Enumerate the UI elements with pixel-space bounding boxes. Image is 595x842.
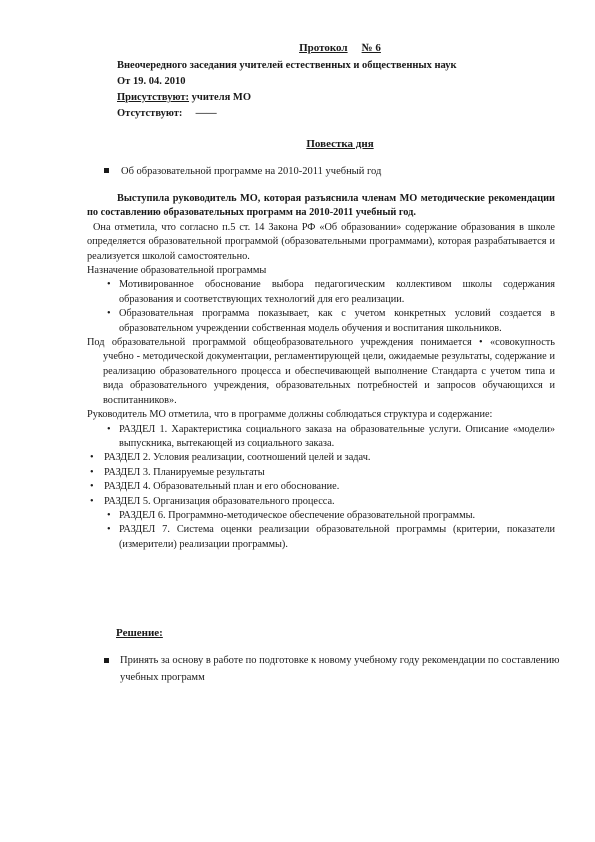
- round-bullet-icon: •: [107, 509, 111, 521]
- section-item-text: РАЗДЕЛ 2. Условия реализации, соотношений целей и задач.: [104, 452, 371, 464]
- absent-label: Отсутствуют:: [117, 108, 183, 119]
- purpose-item-text: Образовательная программа показывает, как с учетом конкретных условий создается в образовательном учреждении собственная модель обучения и воспитания школьников.: [119, 308, 555, 334]
- square-bullet-icon: [104, 168, 109, 173]
- section-item-text: РАЗДЕЛ 6. Программно-методическое обеспечение образовательной программы.: [119, 509, 476, 521]
- section-list-first: [87, 423, 555, 452]
- list-item: [87, 423, 555, 452]
- protocol-number: № 6: [361, 42, 381, 54]
- list-item: [87, 451, 555, 465]
- round-bullet-icon: •: [90, 466, 94, 478]
- list-item: [87, 509, 555, 523]
- purpose-list: [87, 278, 555, 336]
- list-item: [87, 307, 555, 336]
- section-item-text: РАЗДЕЛ 3. Планируемые результаты: [104, 466, 265, 478]
- paragraph-definition: Под образовательной программой общеобразовательного учреждения понимается • «совокупность учебно - методической документации, регламентирующей цели, ожидаемые результаты, содержание и реализацию образовательного процесса и обеспечивающей выполнение Стандарта с учетом типа и вида образовательного учреждения, образовательных потребностей и запросов обучающихся и воспитанников».: [87, 337, 555, 406]
- round-bullet-icon: •: [90, 452, 94, 464]
- agenda-item: [104, 166, 381, 177]
- list-item: [87, 523, 555, 552]
- list-item: [87, 480, 555, 494]
- present-line: [117, 92, 251, 103]
- agenda-title: Повестка дня: [306, 138, 374, 150]
- paragraph-speaker: Выступила руководитель МО, которая разъяснила членам МО методические рекомендации по составлению образовательных программ на 2010-2011 учебный год.: [87, 193, 555, 219]
- meeting-date: От 19. 04. 2010: [117, 76, 186, 87]
- absent-line: [117, 108, 217, 119]
- present-label: Присутствуют:: [117, 92, 190, 103]
- list-item: [87, 495, 555, 509]
- square-bullet-icon: [104, 658, 109, 663]
- round-bullet-icon: •: [90, 495, 94, 507]
- purpose-item-text: Мотивированное обоснование выбора педагогическим коллективом школы содержания образования и соответствующих технологий для его реализации.: [119, 279, 555, 305]
- document-body: [87, 192, 555, 552]
- list-item: [87, 466, 555, 480]
- protocol-title-word: Протокол: [299, 42, 348, 54]
- paragraph-purpose-heading: Назначение образовательной программы: [87, 265, 267, 277]
- section-list-last: [87, 509, 555, 552]
- section-item-text: РАЗДЕЛ 5. Организация образовательного процесса.: [104, 495, 335, 507]
- list-item: [87, 278, 555, 307]
- protocol-title: [0, 42, 595, 54]
- section-item-text: РАЗДЕЛ 7. Система оценки реализации образовательной программы (критерии, показатели (измерители) реализации программы).: [119, 524, 555, 550]
- decision-item: [104, 652, 564, 686]
- section-item-text: РАЗДЕЛ 1. Характеристика социального заказа на образовательные услуги. Описание «модели» выпускника, вытекающей из социального заказа.: [119, 423, 555, 449]
- round-bullet-icon: •: [90, 481, 94, 493]
- round-bullet-icon: •: [107, 423, 111, 435]
- round-bullet-icon: •: [107, 524, 111, 536]
- round-bullet-icon: •: [107, 279, 111, 291]
- round-bullet-icon: •: [107, 308, 111, 320]
- decision-title: Решение:: [116, 627, 163, 639]
- meeting-description: Внеочередного заседания учителей естественных и общественных наук: [117, 60, 457, 71]
- agenda-item-text: Об образовательной программе на 2010-2011 учебный год: [121, 166, 382, 177]
- decision-item-text: Принять за основу в работе по подготовке к новому учебному году рекомендации по составлению учебных программ: [120, 655, 560, 683]
- present-value: учителя МО: [189, 92, 251, 103]
- section-list-middle: [87, 451, 555, 509]
- paragraph-law: Она отметила, что согласно п.5 ст. 14 Закона РФ «Об образовании» содержание образования в школе определяется образовательной программой (образовательными программами), которая разрабатывается и реализуется школой самостоятельно.: [87, 221, 555, 262]
- absent-value: ——: [195, 108, 217, 119]
- section-item-text: РАЗДЕЛ 4. Образовательный план и его обоснование.: [104, 481, 340, 493]
- paragraph-structure: Руководитель МО отметила, что в программе должны соблюдаться структура и содержание:: [87, 409, 493, 421]
